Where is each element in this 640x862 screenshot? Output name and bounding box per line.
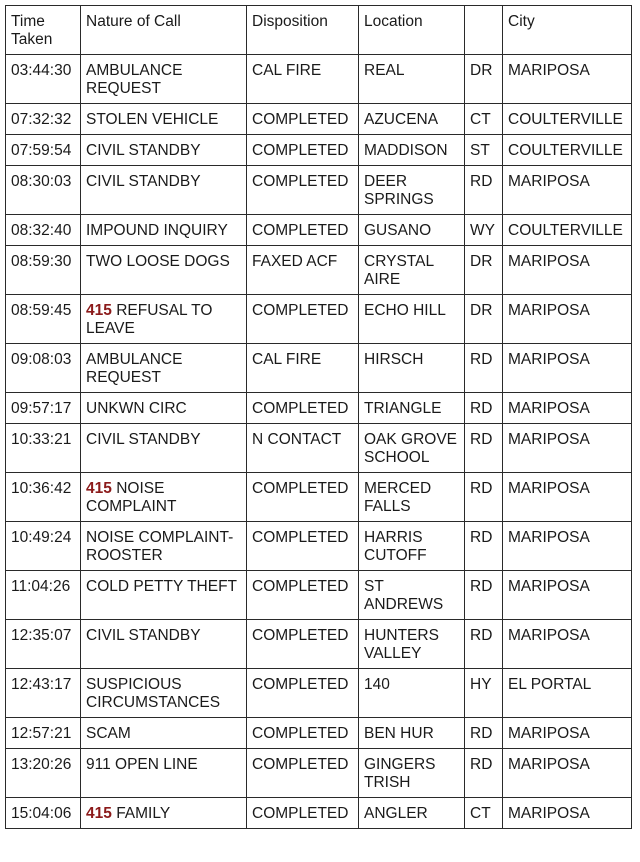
call-description: COLD PETTY THEFT xyxy=(86,578,238,595)
nature-of-call-cell xyxy=(81,522,247,571)
time-cell: 12:57:21 xyxy=(6,718,81,749)
street-suffix-cell: RD xyxy=(465,620,503,669)
street-suffix-cell: RD xyxy=(465,424,503,473)
location-cell: ST ANDREWS xyxy=(359,571,465,620)
street-suffix-cell: DR xyxy=(465,295,503,344)
time-cell: 08:30:03 xyxy=(6,166,81,215)
call-description: IMPOUND INQUIRY xyxy=(86,222,228,239)
header-row xyxy=(6,6,632,55)
street-suffix-cell: RD xyxy=(465,344,503,393)
disposition-cell: COMPLETED xyxy=(247,669,359,718)
nature-of-call-cell xyxy=(81,473,247,522)
header-disposition: Disposition xyxy=(247,6,359,55)
header-suffix xyxy=(465,6,503,55)
table-row xyxy=(6,135,632,166)
time-cell: 15:04:06 xyxy=(6,798,81,829)
call-log-table xyxy=(5,5,632,829)
city-cell: MARIPOSA xyxy=(503,295,632,344)
disposition-cell: COMPLETED xyxy=(247,473,359,522)
location-cell: REAL xyxy=(359,55,465,104)
city-cell: MARIPOSA xyxy=(503,424,632,473)
table-row xyxy=(6,104,632,135)
city-cell: COULTERVILLE xyxy=(503,135,632,166)
nature-of-call-cell xyxy=(81,749,247,798)
disposition-cell: FAXED ACF xyxy=(247,246,359,295)
location-cell: 140 xyxy=(359,669,465,718)
street-suffix-cell: ST xyxy=(465,135,503,166)
disposition-cell: CAL FIRE xyxy=(247,344,359,393)
street-suffix-cell: HY xyxy=(465,669,503,718)
street-suffix-cell: DR xyxy=(465,246,503,295)
time-cell: 09:57:17 xyxy=(6,393,81,424)
disposition-cell: N CONTACT xyxy=(247,424,359,473)
table-row xyxy=(6,55,632,104)
call-description: AMBULANCE REQUEST xyxy=(86,351,183,386)
header-city: City xyxy=(503,6,632,55)
table-body xyxy=(6,55,632,829)
time-cell: 12:43:17 xyxy=(6,669,81,718)
table-row xyxy=(6,669,632,718)
disposition-cell: COMPLETED xyxy=(247,620,359,669)
nature-of-call-cell xyxy=(81,718,247,749)
table-row xyxy=(6,246,632,295)
disposition-cell: COMPLETED xyxy=(247,718,359,749)
table-row xyxy=(6,749,632,798)
call-code-badge: 415 xyxy=(86,480,112,497)
nature-of-call-cell xyxy=(81,571,247,620)
nature-of-call-cell xyxy=(81,669,247,718)
table-row xyxy=(6,620,632,669)
header-location: Location xyxy=(359,6,465,55)
street-suffix-cell: RD xyxy=(465,166,503,215)
city-cell: MARIPOSA xyxy=(503,166,632,215)
location-cell: HIRSCH xyxy=(359,344,465,393)
street-suffix-cell: RD xyxy=(465,749,503,798)
nature-of-call-cell xyxy=(81,104,247,135)
disposition-cell: COMPLETED xyxy=(247,571,359,620)
location-cell: GUSANO xyxy=(359,215,465,246)
table-row xyxy=(6,718,632,749)
street-suffix-cell: RD xyxy=(465,718,503,749)
location-cell: ANGLER xyxy=(359,798,465,829)
time-cell: 08:32:40 xyxy=(6,215,81,246)
table-row xyxy=(6,571,632,620)
street-suffix-cell: RD xyxy=(465,522,503,571)
city-cell: MARIPOSA xyxy=(503,473,632,522)
call-description: CIVIL STANDBY xyxy=(86,142,201,159)
time-cell: 10:33:21 xyxy=(6,424,81,473)
city-cell: COULTERVILLE xyxy=(503,215,632,246)
time-cell: 03:44:30 xyxy=(6,55,81,104)
disposition-cell: COMPLETED xyxy=(247,215,359,246)
call-description: NOISE COMPLAINT-ROOSTER xyxy=(86,529,234,564)
city-cell: MARIPOSA xyxy=(503,718,632,749)
nature-of-call-cell xyxy=(81,215,247,246)
nature-of-call-cell xyxy=(81,135,247,166)
disposition-cell: COMPLETED xyxy=(247,393,359,424)
call-description: TWO LOOSE DOGS xyxy=(86,253,230,270)
nature-of-call-cell xyxy=(81,798,247,829)
city-cell: MARIPOSA xyxy=(503,749,632,798)
call-description: CIVIL STANDBY xyxy=(86,627,201,644)
city-cell: MARIPOSA xyxy=(503,246,632,295)
disposition-cell: COMPLETED xyxy=(247,135,359,166)
call-description: SCAM xyxy=(86,725,131,742)
nature-of-call-cell xyxy=(81,55,247,104)
nature-of-call-cell xyxy=(81,620,247,669)
time-cell: 08:59:30 xyxy=(6,246,81,295)
table-row xyxy=(6,166,632,215)
table-row xyxy=(6,424,632,473)
city-cell: MARIPOSA xyxy=(503,344,632,393)
time-cell: 11:04:26 xyxy=(6,571,81,620)
city-cell: COULTERVILLE xyxy=(503,104,632,135)
table-row xyxy=(6,215,632,246)
city-cell: MARIPOSA xyxy=(503,55,632,104)
city-cell: MARIPOSA xyxy=(503,522,632,571)
disposition-cell: CAL FIRE xyxy=(247,55,359,104)
street-suffix-cell: DR xyxy=(465,55,503,104)
street-suffix-cell: CT xyxy=(465,798,503,829)
nature-of-call-cell xyxy=(81,166,247,215)
street-suffix-cell: WY xyxy=(465,215,503,246)
time-cell: 09:08:03 xyxy=(6,344,81,393)
call-description: CIVIL STANDBY xyxy=(86,173,201,190)
call-description: SUSPICIOUS CIRCUMSTANCES xyxy=(86,676,221,711)
time-cell: 13:20:26 xyxy=(6,749,81,798)
call-description: REFUSAL TO LEAVE xyxy=(86,302,213,337)
time-cell: 12:35:07 xyxy=(6,620,81,669)
header-call: Nature of Call xyxy=(81,6,247,55)
header-time: Time Taken xyxy=(6,6,81,55)
call-code-badge: 415 xyxy=(86,805,112,822)
call-description: CIVIL STANDBY xyxy=(86,431,201,448)
location-cell: HUNTERS VALLEY xyxy=(359,620,465,669)
city-cell: EL PORTAL xyxy=(503,669,632,718)
disposition-cell: COMPLETED xyxy=(247,295,359,344)
city-cell: MARIPOSA xyxy=(503,620,632,669)
street-suffix-cell: RD xyxy=(465,571,503,620)
location-cell: BEN HUR xyxy=(359,718,465,749)
disposition-cell: COMPLETED xyxy=(247,104,359,135)
time-cell: 07:32:32 xyxy=(6,104,81,135)
table-row xyxy=(6,344,632,393)
table-row xyxy=(6,473,632,522)
nature-of-call-cell xyxy=(81,246,247,295)
table-row xyxy=(6,522,632,571)
street-suffix-cell: RD xyxy=(465,393,503,424)
call-description: AMBULANCE REQUEST xyxy=(86,62,183,97)
location-cell: OAK GROVE SCHOOL xyxy=(359,424,465,473)
nature-of-call-cell xyxy=(81,295,247,344)
location-cell: AZUCENA xyxy=(359,104,465,135)
call-description: UNKWN CIRC xyxy=(86,400,187,417)
location-cell: HARRIS CUTOFF xyxy=(359,522,465,571)
call-description: NOISE COMPLAINT xyxy=(86,480,177,515)
nature-of-call-cell xyxy=(81,344,247,393)
time-cell: 10:49:24 xyxy=(6,522,81,571)
nature-of-call-cell xyxy=(81,424,247,473)
disposition-cell: COMPLETED xyxy=(247,166,359,215)
table-row xyxy=(6,393,632,424)
call-description: FAMILY xyxy=(116,805,171,822)
street-suffix-cell: RD xyxy=(465,473,503,522)
street-suffix-cell: CT xyxy=(465,104,503,135)
table-row xyxy=(6,798,632,829)
time-cell: 07:59:54 xyxy=(6,135,81,166)
location-cell: GINGERS TRISH xyxy=(359,749,465,798)
call-description: 911 OPEN LINE xyxy=(86,756,198,773)
time-cell: 08:59:45 xyxy=(6,295,81,344)
call-description: STOLEN VEHICLE xyxy=(86,111,219,128)
city-cell: MARIPOSA xyxy=(503,571,632,620)
time-cell: 10:36:42 xyxy=(6,473,81,522)
disposition-cell: COMPLETED xyxy=(247,798,359,829)
location-cell: MERCED FALLS xyxy=(359,473,465,522)
city-cell: MARIPOSA xyxy=(503,798,632,829)
disposition-cell: COMPLETED xyxy=(247,749,359,798)
nature-of-call-cell xyxy=(81,393,247,424)
location-cell: TRIANGLE xyxy=(359,393,465,424)
call-code-badge: 415 xyxy=(86,302,112,319)
location-cell: ECHO HILL xyxy=(359,295,465,344)
table-row xyxy=(6,295,632,344)
disposition-cell: COMPLETED xyxy=(247,522,359,571)
location-cell: MADDISON xyxy=(359,135,465,166)
city-cell: MARIPOSA xyxy=(503,393,632,424)
location-cell: CRYSTAL AIRE xyxy=(359,246,465,295)
location-cell: DEER SPRINGS xyxy=(359,166,465,215)
